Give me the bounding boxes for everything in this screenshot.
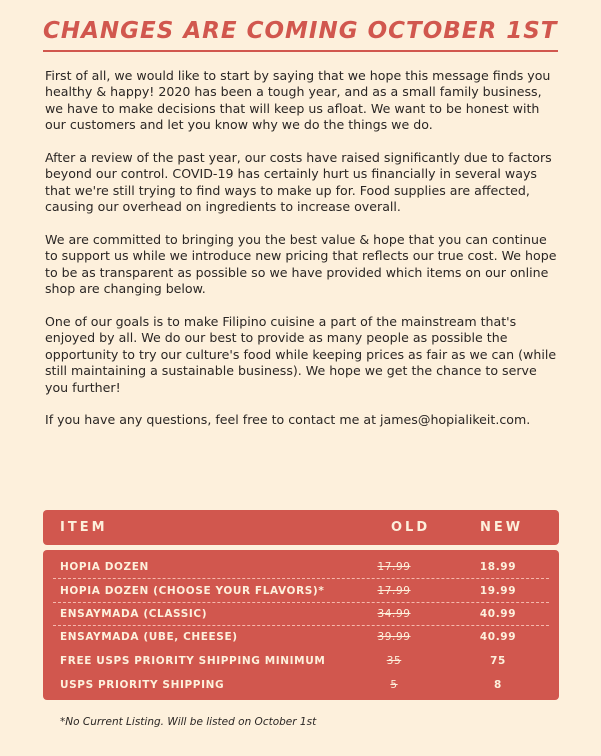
old-price: 39.99 [377, 631, 411, 643]
column-header-old: OLD [391, 520, 431, 535]
paragraph-costs: After a review of the past year, our costs have raised significantly due to factors beyond our control. COVID-19 has certainly hurt us financially in several ways that we're still trying to find ways to make up for. Food supplies are affected, causing our overhead on ingredients to increase overall. [45, 150, 552, 215]
item-name: ENSAYMADA (CLASSIC) [60, 608, 208, 620]
title-underline [43, 50, 558, 52]
old-price: 34.99 [377, 608, 411, 620]
new-price: 8 [494, 679, 502, 691]
price-table-header [43, 510, 559, 545]
table-row [43, 673, 559, 696]
footnote: *No Current Listing. Will be listed on October 1st [60, 716, 317, 728]
old-price: 17.99 [377, 585, 411, 597]
new-price: 40.99 [479, 608, 517, 620]
item-name: HOPIA DOZEN (CHOOSE YOUR FLAVORS)* [60, 585, 325, 597]
old-price: 35 [386, 655, 402, 667]
table-row [43, 602, 559, 625]
paragraph-goals: One of our goals is to make Filipino cuisine a part of the mainstream that's enjoyed by all. We do our best to provide as many people as possible the opportunity to try our culture's food while keeping prices as fair as we can (while still maintaining a sustainable business). We hope we get the chance to serve you further! [45, 314, 557, 395]
new-price: 19.99 [479, 585, 517, 597]
table-row [43, 625, 559, 648]
old-price: 5 [390, 679, 398, 691]
column-header-item: ITEM [60, 520, 108, 535]
item-name: ENSAYMADA (UBE, CHEESE) [60, 631, 238, 643]
item-name: HOPIA DOZEN [60, 561, 149, 573]
new-price: 40.99 [479, 631, 517, 643]
column-header-new: NEW [480, 520, 524, 535]
old-price: 17.99 [377, 561, 411, 573]
table-row [43, 555, 559, 578]
paragraph-commitment: We are committed to bringing you the best value & hope that you can continue to support us while we introduce new pricing that reflects our true cost. We hope to be as transparent as possible so we have provided which items on our online shop are changing below. [45, 232, 557, 297]
item-name: FREE USPS PRIORITY SHIPPING MINIMUM [60, 655, 326, 667]
new-price: 18.99 [479, 561, 517, 573]
table-row [43, 649, 559, 672]
announcement-body [45, 68, 558, 445]
paragraph-intro: First of all, we would like to start by saying that we hope this message finds you healthy & happy! 2020 has been a tough year, and as a small family business, we have to make decisions that will keep us afloat. We want to be honest with our customers and let you know why we do the things we do. [45, 68, 551, 133]
item-name: USPS PRIORITY SHIPPING [60, 679, 225, 691]
page-title: CHANGES ARE COMING OCTOBER 1ST [43, 18, 558, 44]
price-table-body [43, 550, 559, 700]
paragraph-contact: If you have any questions, feel free to contact me at james@hopialikeit.com. [45, 412, 531, 428]
table-row [43, 579, 559, 602]
new-price: 75 [490, 655, 506, 667]
